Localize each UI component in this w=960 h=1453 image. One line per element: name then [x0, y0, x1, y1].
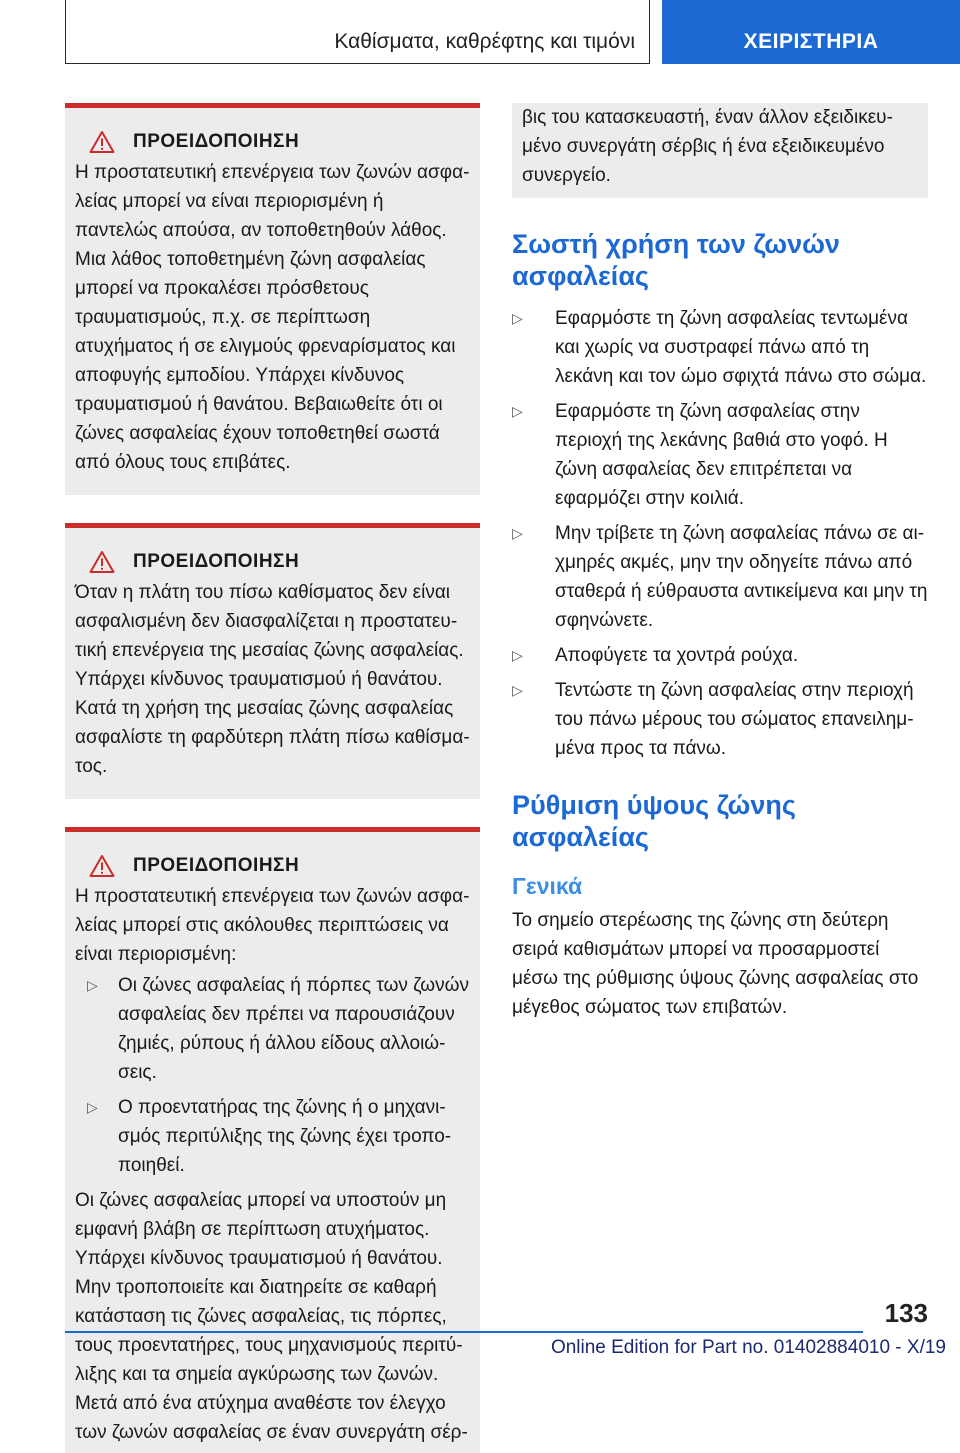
list-item-text: Τεντώστε τη ζώνη ασφαλείας στην περιοχή του πάνω μέρους του σώματος επανειλημμένα προς τα πάνω. — [555, 680, 914, 759]
warning-title: ΠΡΟΕΙΔΟΠΟΙΗΣΗ — [133, 855, 300, 876]
bullet-triangle-icon: ▷ — [512, 310, 523, 326]
list-item-text: Εφαρμόστε τη ζώνη ασφαλείας στην περιοχή της λεκάνης βαθιά στο γοφό. Η ζώνη ασφαλείας δεν επιτρέπεται να εφαρμόζει στην κοιλιά. — [555, 401, 888, 509]
footer-divider — [65, 1331, 863, 1333]
bullet-triangle-icon: ▷ — [512, 682, 523, 698]
warning-outro: Οι ζώνες ασφαλείας μπορεί να υποστούν μη εμφανή βλάβη σε περίπτωση ατυχήματος. Υπάρχει κίνδυνος τραυματισμού ή θανάτου. Μην τροποποιείτε και διατηρείτε σε καθαρή κατάσταση τις ζώνες ασφαλείας, τις πόρπες, τους προεντατήρες, τους μηχανισμούς περιτύλιξης και τα σημεία αγκύρωσης των ζωνών. Μετά από ένα ατύχημα αναθέστε τον έλεγχο των ζωνών ασφαλείας σε έναν συνεργάτη σέρ- — [75, 1190, 468, 1443]
bullet-triangle-icon: ▷ — [512, 525, 523, 541]
left-column — [65, 103, 480, 1453]
warning-intro: Η προστατευτική επενέργεια των ζωνών ασφαλείας μπορεί στις ακόλουθες περιπτώσεις να είναι περιορισμένη: — [75, 886, 470, 965]
warning-triangle-icon — [89, 130, 115, 154]
list-item-text: Μην τρίβετε τη ζώνη ασφαλείας πάνω σε αιχμηρές ακμές, μην την οδηγείτε πάνω από σταθερά ή εύθραυστα αντικείμενα και μην τη σφηνώνετε. — [555, 523, 928, 631]
warning-continuation — [512, 103, 928, 198]
warning-text: Η προστατευτική επενέργεια των ζωνών ασφαλείας μπορεί να είναι περιορισμένη ή παντελώς απούσα, αν τοποθετηθούν λάθος. Μια λάθος τοποθετημένη ζώνη ασφαλείας μπορεί να προκαλέσει πρόσθετους τραυματισμούς, π.χ. σε περίπτωση ατυχήματος ή σε ελιγμούς φρεναρίσματος και αποφυγής εμποδίου. Υπάρχει κίνδυνος τραυματισμού ή θανάτου. Βεβαιωθείτε ότι οι ζώνες ασφαλείας έχουν τοποθετηθεί σωστά από όλους τους επιβάτες. — [75, 162, 470, 473]
right-column — [512, 103, 928, 1022]
warning-box-1 — [65, 103, 480, 495]
warning-header — [89, 550, 470, 574]
subsection-heading-general: Γενικά — [512, 873, 583, 899]
general-text: Το σημείο στερέωσης της ζώνης στη δεύτερη σειρά καθισμάτων μπορεί να προσαρμοστεί μέσω της ρύθμισης ύψους ζώνης ασφαλείας στο μέγεθος σώματος των επιβατών. — [512, 910, 919, 1018]
section-heading-correct-use: Σωστή χρήση των ζωνών ασφαλείας — [512, 229, 840, 291]
bullet-triangle-icon: ▷ — [87, 977, 98, 993]
warning-title: ΠΡΟΕΙΔΟΠΟΙΗΣΗ — [133, 131, 300, 152]
bullet-triangle-icon: ▷ — [512, 647, 523, 663]
warning-triangle-icon — [89, 550, 115, 574]
list-item — [75, 1093, 470, 1180]
list-item-text: Εφαρμόστε τη ζώνη ασφαλείας τεντωμένα και χωρίς να συστραφεί πάνω από τη λεκάνη και τον ώμο σφιχτά πάνω στο σώμα. — [555, 308, 927, 387]
header-section-tab-label: ΧΕΙΡΙΣΤΗΡΙΑ — [743, 30, 879, 53]
warning-box-2 — [65, 523, 480, 799]
list-item — [512, 304, 928, 391]
warning-box-3 — [65, 827, 480, 1453]
correct-use-list — [512, 304, 928, 763]
bullet-triangle-icon: ▷ — [512, 403, 523, 419]
bullet-triangle-icon: ▷ — [87, 1099, 98, 1115]
list-item — [512, 676, 928, 763]
warning-triangle-icon — [89, 854, 115, 878]
warning-bullet-list — [75, 971, 470, 1180]
section-heading-height-adjust: Ρύθμιση ύψους ζώνης ασφαλείας — [512, 790, 796, 852]
warning-header — [89, 854, 470, 878]
list-item — [512, 641, 928, 670]
header-title: Καθίσματα, καθρέφτης και τιμόνι — [334, 30, 635, 53]
list-item — [75, 971, 470, 1087]
page-number: 133 — [884, 1298, 928, 1328]
list-item-text: Οι ζώνες ασφαλείας ή πόρπες των ζωνών ασφαλείας δεν πρέπει να παρουσιάζουν ζημιές, ρύπους ή άλλου είδους αλλοιώσεις. — [118, 975, 469, 1083]
warning-text: Όταν η πλάτη του πίσω καθίσματος δεν είναι ασφαλισμένη δεν διασφαλίζεται η προστατευτική επενέργεια της μεσαίας ζώνης ασφαλείας. Υπάρχει κίνδυνος τραυματισμού ή θανάτου. Κατά τη χρήση της μεσαίας ζώνης ασφαλείας ασφαλίστε τη φαρδύτερη πλάτη πίσω καθίσματος. — [75, 582, 470, 777]
header-section-tab[interactable] — [662, 0, 960, 64]
footer-edition: Online Edition for Part no. 01402884010 - X/19 — [550, 1337, 946, 1358]
header-title-box — [65, 0, 650, 64]
warning-continuation-text: βις του κατασκευαστή, έναν άλλον εξειδικευμένο συνεργάτη σέρβις ή ένα εξειδικευμένο συνεργείο. — [522, 107, 893, 186]
list-item-text: Ο προεντατήρας της ζώνης ή ο μηχανισμός περιτύλιξης της ζώνης έχει τροποποιηθεί. — [118, 1097, 452, 1176]
list-item — [512, 397, 928, 513]
warning-header — [89, 130, 470, 154]
list-item-text: Αποφύγετε τα χοντρά ρούχα. — [555, 645, 799, 666]
warning-title: ΠΡΟΕΙΔΟΠΟΙΗΣΗ — [133, 551, 300, 572]
list-item — [512, 519, 928, 635]
